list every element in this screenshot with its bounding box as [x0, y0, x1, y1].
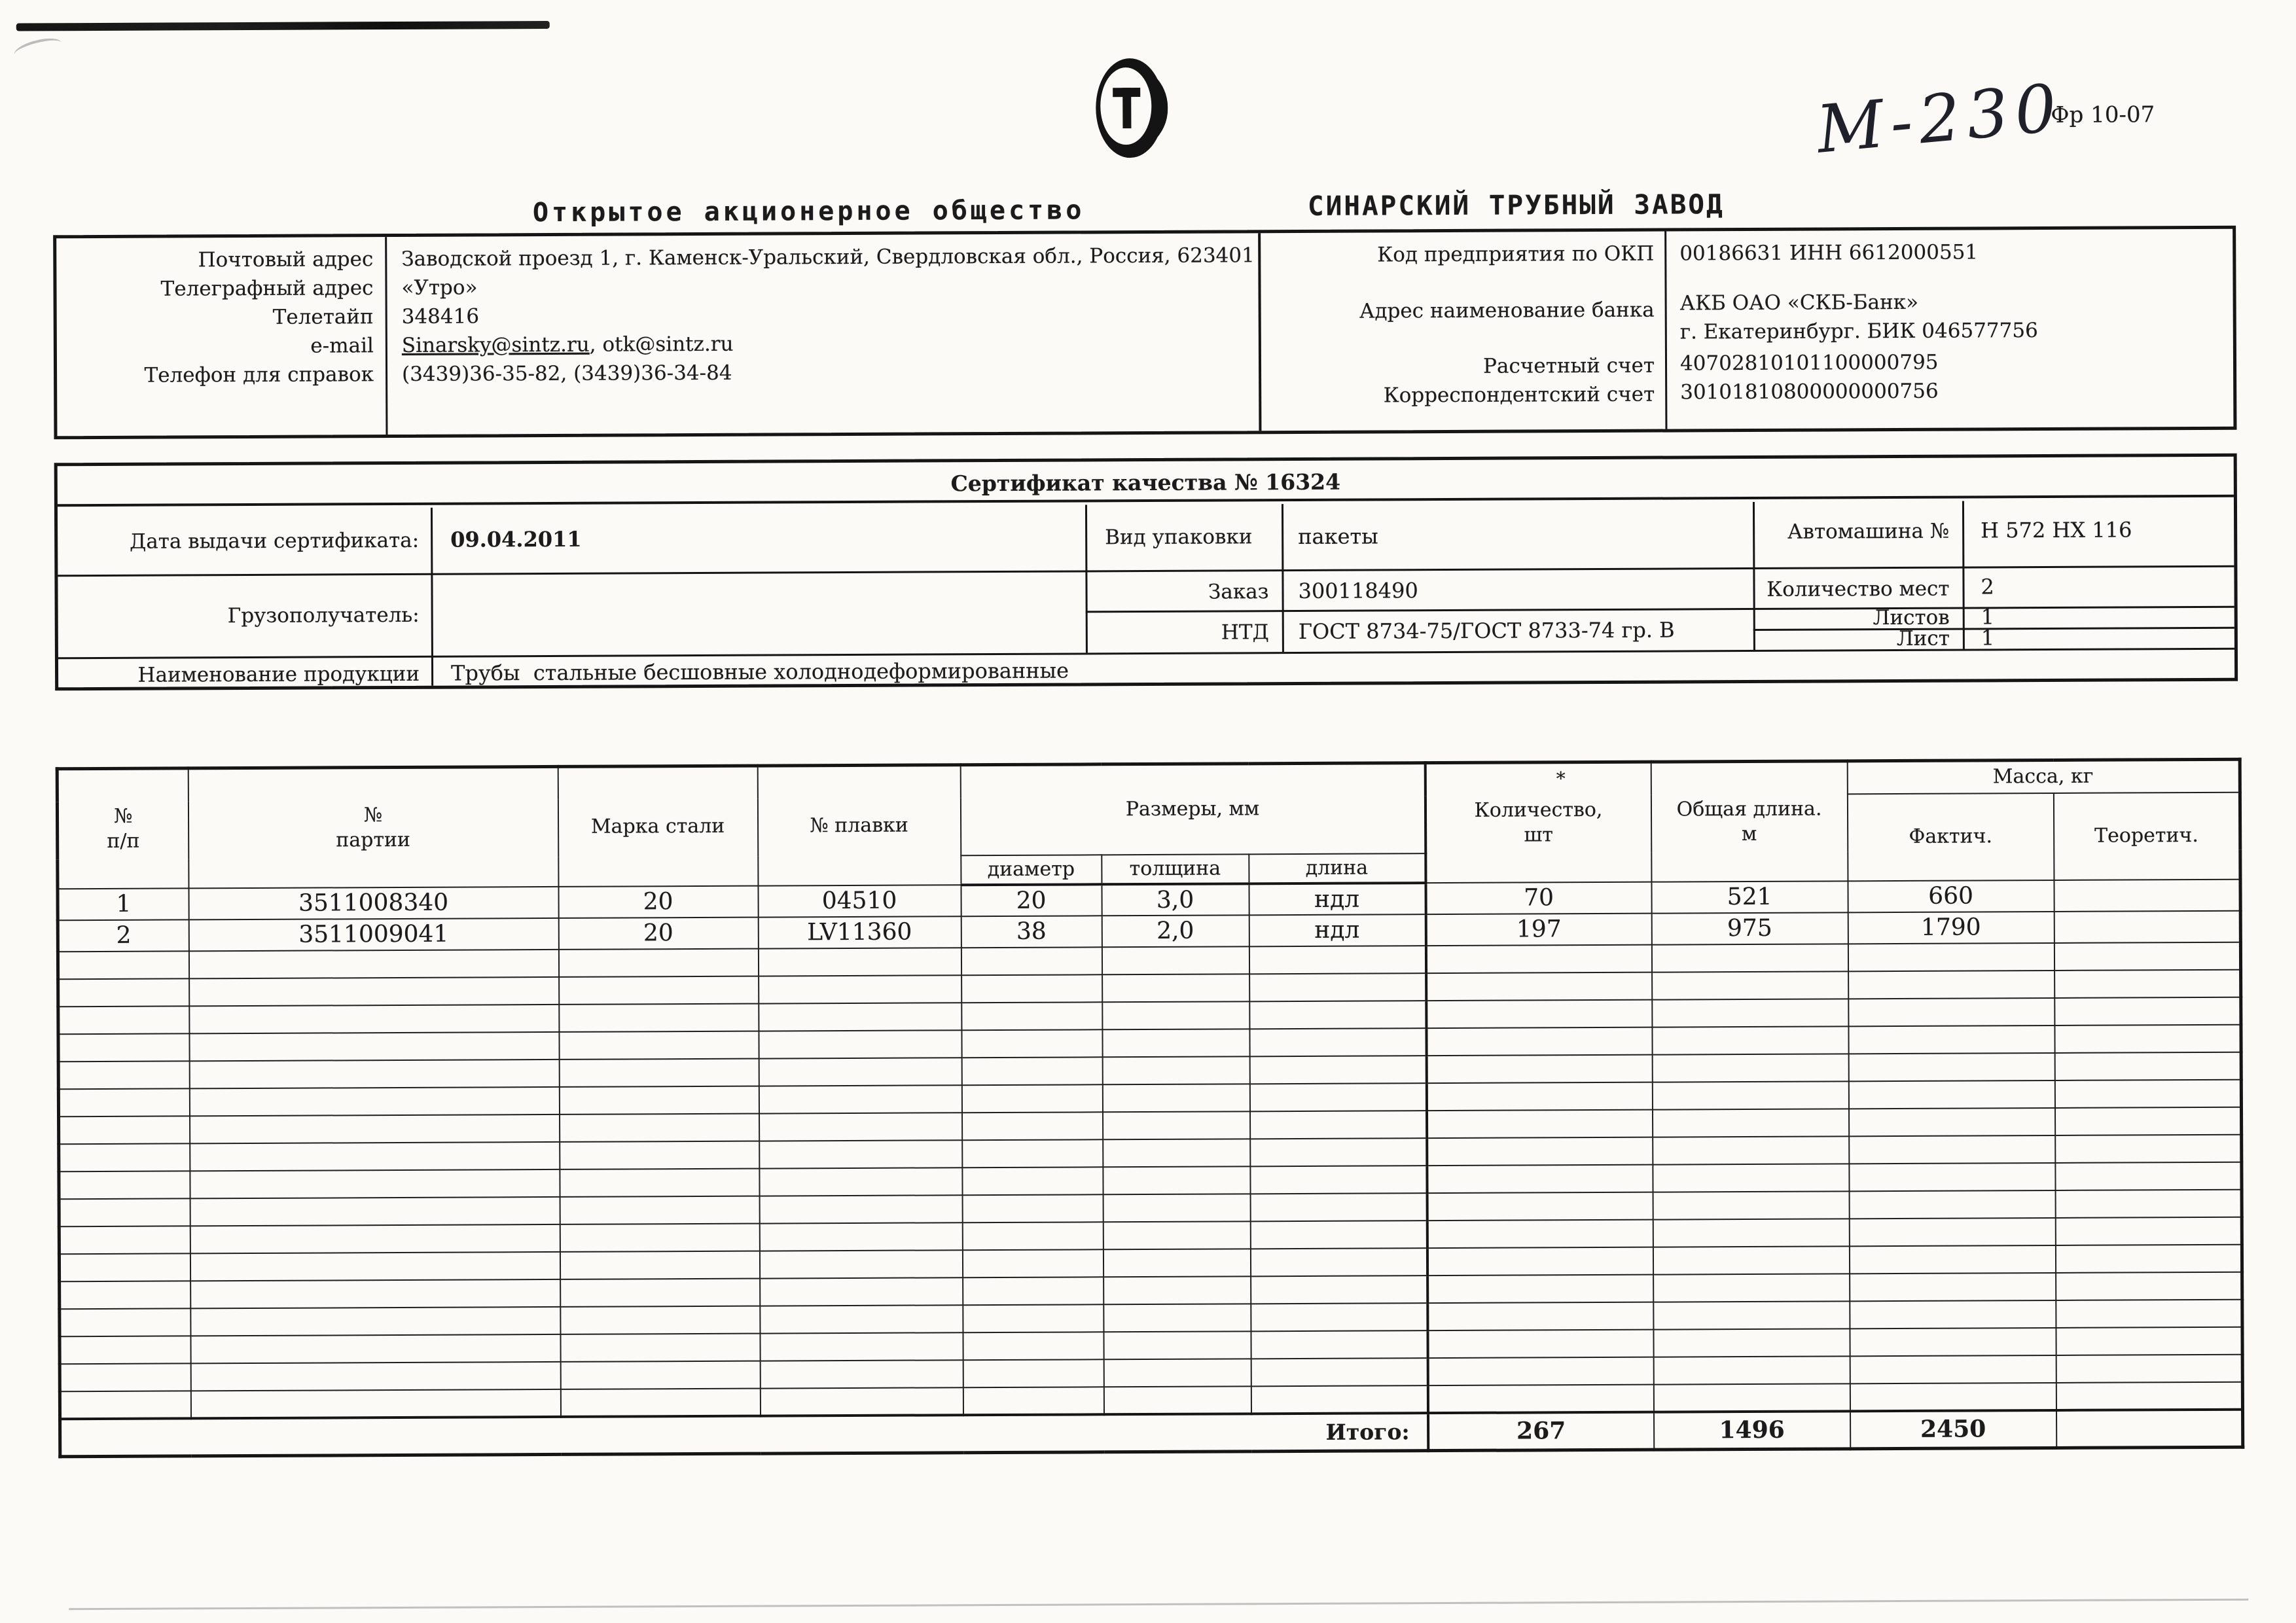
- table-cell: [189, 1031, 559, 1060]
- table-cell: [2054, 942, 2240, 970]
- table-cell: [1850, 1382, 2056, 1410]
- consignee-label: Грузополучатель:: [227, 603, 420, 628]
- table-cell: [1249, 1083, 1426, 1111]
- table-cell: [1653, 1136, 1849, 1164]
- table-cell: [560, 1196, 759, 1224]
- table-cell: [759, 975, 961, 1003]
- table-cell: [961, 1029, 1102, 1058]
- table-cell: [2055, 1107, 2242, 1135]
- table-cell: [962, 1222, 1103, 1250]
- sheet-value: 1: [1981, 625, 1995, 651]
- table-cell: [1850, 1272, 2056, 1300]
- table-cell: [190, 1251, 560, 1280]
- table-cell: [1652, 971, 1848, 999]
- col-header-diameter: диаметр: [961, 855, 1102, 885]
- table-cell: [1850, 1300, 2056, 1328]
- sheets-label: Листов: [1873, 605, 1950, 630]
- product-label: Наименование продукции: [137, 662, 420, 687]
- table-cell: 20: [961, 884, 1102, 916]
- table-cell: [1653, 1356, 1850, 1384]
- table-cell: [759, 1250, 962, 1278]
- table-cell: [58, 978, 189, 1007]
- table-cell: [1251, 1303, 1427, 1331]
- table-cell: [961, 974, 1102, 1003]
- certificate-info-block: [54, 454, 2238, 691]
- table-cell: [1249, 1028, 1426, 1056]
- bank-city-bik-value: г. Екатеринбург. БИК 046577756: [1679, 319, 2038, 344]
- table-cell: [190, 1141, 560, 1170]
- table-cell: [962, 1194, 1103, 1222]
- table-cell: [1427, 1247, 1653, 1275]
- contact-label: Почтовый адрес: [198, 247, 374, 272]
- table-cell: [1102, 1029, 1249, 1057]
- table-cell: [1653, 1274, 1850, 1302]
- table-cell: [59, 1171, 190, 1199]
- table-cell: [60, 1363, 190, 1391]
- grid-line: [58, 565, 2234, 577]
- table-cell: [758, 948, 961, 976]
- table-cell: [1653, 1383, 1850, 1412]
- order-value: 300118490: [1298, 578, 1418, 603]
- table-cell: [759, 1222, 962, 1251]
- table-cell: [1251, 1275, 1427, 1304]
- email-primary: Sinarsky@sintz.ru: [401, 332, 590, 357]
- table-cell: [560, 1223, 759, 1251]
- table-cell: [1102, 946, 1249, 974]
- table-cell: [759, 1003, 961, 1031]
- table-cell: 20: [558, 885, 758, 918]
- table-cell: [963, 1277, 1103, 1305]
- table-cell: [559, 1003, 759, 1031]
- email-line: [402, 327, 1259, 360]
- table-cell: [1427, 1192, 1653, 1221]
- table-cell: [2054, 1052, 2241, 1080]
- form-code: Фр 10-07: [2051, 101, 2155, 128]
- table-cell: [1251, 1358, 1427, 1386]
- col-header-mass-actual: Фактич.: [1847, 793, 2054, 880]
- table-cell: [2055, 1244, 2242, 1272]
- table-cell: [962, 1249, 1103, 1277]
- table-cell: 70: [1426, 882, 1651, 914]
- table-cell: [1427, 1219, 1653, 1248]
- totals-mass-theoretical: [2056, 1409, 2243, 1448]
- table-cell: 3511009041: [188, 918, 558, 950]
- table-cell: [1849, 1217, 2055, 1245]
- table-cell: [189, 976, 559, 1005]
- table-cell: [190, 1389, 560, 1418]
- table-cell: [60, 1308, 190, 1336]
- table-cell: [1103, 1304, 1251, 1332]
- bank-label-corr: Корреспондентский счет: [1383, 382, 1655, 408]
- table-cell: [760, 1332, 963, 1361]
- table-cell: [1427, 1357, 1653, 1385]
- table-cell: [760, 1387, 963, 1416]
- table-cell: [558, 948, 758, 976]
- table-cell: [1250, 1221, 1427, 1249]
- main-table-body: [57, 759, 2243, 1457]
- table-cell: 660: [1848, 880, 2054, 912]
- postal-address: Заводской проезд 1, г. Каменск-Уральский, Свердловская обл., Россия, 623401: [401, 243, 1255, 271]
- places-label: Количество мест: [1767, 577, 1950, 601]
- table-cell: [1652, 1054, 1848, 1082]
- contact-label: e-mail: [310, 334, 374, 358]
- table-cell: [560, 1306, 760, 1334]
- table-cell: 3511008340: [188, 886, 558, 919]
- table-cell: [1102, 974, 1249, 1002]
- sheets-value: 1: [1981, 604, 1995, 630]
- table-cell: [59, 1198, 190, 1226]
- table-cell: [1848, 970, 2054, 998]
- table-cell: [60, 1336, 190, 1364]
- table-cell: [1848, 1025, 2054, 1053]
- table-cell: [962, 1139, 1103, 1168]
- pipe-batches-table: [56, 758, 2245, 1459]
- table-cell: [1426, 999, 1652, 1028]
- table-cell: [559, 1058, 759, 1086]
- table-cell: [963, 1359, 1103, 1387]
- grid-line: [1282, 504, 1284, 652]
- table-cell: [559, 1086, 759, 1114]
- table-cell: 20: [558, 917, 758, 949]
- table-cell: [58, 951, 188, 979]
- table-cell: [1103, 1166, 1250, 1194]
- ntd-value: ГОСТ 8734-75/ГОСТ 8733-74 гр. В: [1298, 617, 1675, 644]
- table-cell: [1653, 1191, 1849, 1219]
- totals-label: Итого:: [60, 1413, 1428, 1457]
- table-cell: [963, 1332, 1103, 1360]
- table-cell: [190, 1306, 560, 1335]
- table-cell: 1: [58, 888, 188, 920]
- col-header-total-length: Общая длина. м: [1651, 761, 1848, 882]
- table-cell: [1653, 1329, 1850, 1357]
- okp-inn-value: 00186631 ИНН 6612000551: [1679, 240, 1979, 266]
- table-cell: 521: [1651, 881, 1848, 913]
- pencil-smudge-artifact: [12, 35, 63, 63]
- ntd-label: НТД: [1221, 620, 1269, 645]
- table-cell: [190, 1361, 560, 1390]
- account-value: 40702810101100000795: [1679, 350, 1939, 376]
- table-cell: [759, 1085, 961, 1113]
- table-cell: [190, 1114, 560, 1143]
- table-cell: [1427, 1164, 1653, 1193]
- bank-name-value: АКБ ОАО «СКБ-Банк»: [1679, 290, 1919, 315]
- contacts-bank-table: [53, 226, 2236, 440]
- table-cell: [1103, 1139, 1250, 1167]
- table-cell: [560, 1361, 760, 1389]
- table-cell: [962, 1167, 1103, 1195]
- table-cell: [189, 1004, 559, 1033]
- table-cell: [1103, 1276, 1251, 1304]
- table-cell: [190, 1169, 560, 1198]
- table-cell: [58, 1033, 189, 1061]
- table-cell: [962, 1112, 1103, 1140]
- table-cell: [1850, 1355, 2056, 1383]
- table-cell: 04510: [758, 885, 961, 917]
- table-cell: [963, 1304, 1103, 1332]
- totals-length: 1496: [1654, 1411, 1850, 1450]
- table-cell: ндл: [1249, 914, 1426, 946]
- table-cell: [2056, 1272, 2242, 1300]
- col-header-num: № п/п: [57, 768, 188, 889]
- table-cell: [1249, 1056, 1426, 1084]
- table-cell: [759, 1168, 962, 1196]
- contact-label: Телетайп: [272, 305, 374, 329]
- table-cell: 2: [58, 919, 188, 952]
- table-cell: [1426, 944, 1651, 973]
- table-cell: [1103, 1359, 1251, 1387]
- bank-label-okp: Код предприятия по ОКП: [1377, 241, 1655, 267]
- date-value: 09.04.2011: [450, 526, 582, 552]
- table-cell: [189, 1086, 559, 1115]
- col-header-quantity: * Количество, шт: [1425, 762, 1651, 883]
- table-cell: [560, 1113, 759, 1141]
- table-cell: [560, 1141, 759, 1169]
- table-cell: [759, 1113, 962, 1141]
- grid-line: [431, 508, 433, 686]
- table-cell: [2054, 910, 2240, 942]
- table-cell: LV11360: [758, 916, 961, 948]
- table-cell: 197: [1426, 913, 1651, 946]
- truck-label: Автомашина №: [1787, 519, 1950, 544]
- table-cell: [1848, 997, 2054, 1026]
- contact-values-column: [387, 233, 1261, 435]
- table-cell: [60, 1391, 190, 1419]
- scanner-bottom-line-artifact: [69, 1599, 2248, 1611]
- table-cell: [1849, 1135, 2055, 1163]
- col-header-heat-number: № плавки: [757, 765, 961, 885]
- table-cell: [560, 1333, 760, 1361]
- scanner-streak-artifact: [16, 21, 550, 31]
- grid-line: [1962, 501, 1965, 649]
- table-cell: [190, 1224, 560, 1253]
- table-cell: [963, 1387, 1103, 1415]
- table-cell: [1653, 1246, 1849, 1274]
- table-cell: [1102, 1084, 1249, 1112]
- table-cell: [759, 1195, 962, 1223]
- table-cell: [560, 1168, 759, 1196]
- bank-label-bank: Адрес наименование банка: [1359, 298, 1655, 323]
- phones: (3439)36-35-82, (3439)36-34-84: [401, 361, 732, 386]
- table-cell: [1427, 1329, 1653, 1358]
- table-cell: [2054, 1024, 2241, 1052]
- table-cell: [759, 1140, 962, 1168]
- table-cell: [1249, 973, 1426, 1001]
- sheet-label: Лист: [1896, 626, 1950, 651]
- table-cell: [59, 1253, 190, 1281]
- email-secondary: , otk@sintz.ru: [589, 332, 734, 357]
- table-cell: [1426, 972, 1652, 1001]
- col-header-length: длина: [1249, 853, 1426, 883]
- table-cell: [1103, 1194, 1250, 1222]
- bank-values-column: [1666, 229, 2233, 429]
- table-cell: [961, 1002, 1102, 1030]
- product-value: Трубы стальные бесшовные холоднодеформированные: [450, 658, 1069, 686]
- handwritten-mark: М-230: [1813, 69, 2067, 168]
- table-cell: [2056, 1354, 2242, 1382]
- bank-label-account: Расчетный счет: [1483, 353, 1655, 378]
- table-cell: [1653, 1164, 1849, 1192]
- table-cell: [1103, 1249, 1250, 1277]
- table-cell: [1848, 1080, 2054, 1108]
- table-cell: [1103, 1111, 1250, 1139]
- table-cell: [961, 947, 1102, 975]
- table-cell: 975: [1651, 912, 1848, 944]
- table-cell: [760, 1277, 963, 1306]
- table-cell: [58, 1088, 189, 1116]
- table-cell: [1848, 1052, 2054, 1080]
- org-type-title: Открытое акционерное общество: [532, 195, 1085, 228]
- col-header-party: № партии: [188, 766, 558, 887]
- table-cell: 1790: [1848, 911, 2054, 943]
- table-cell: [760, 1305, 963, 1333]
- table-cell: [1652, 999, 1848, 1027]
- table-cell: [1103, 1221, 1250, 1249]
- table-cell: [1427, 1109, 1653, 1138]
- table-cell: [1103, 1331, 1251, 1359]
- table-cell: [1848, 942, 2054, 971]
- table-cell: [60, 1281, 190, 1309]
- table-cell: [2054, 969, 2241, 997]
- table-cell: [1849, 1190, 2055, 1218]
- table-cell: [1249, 1111, 1426, 1139]
- table-cell: [1426, 1027, 1652, 1056]
- table-cell: [1849, 1162, 2055, 1190]
- asterisk-note: *: [1556, 768, 1566, 790]
- certificate-grid: [58, 500, 2234, 688]
- totals-quantity: 267: [1428, 1412, 1654, 1451]
- table-cell: [2056, 1299, 2242, 1327]
- table-cell: [1652, 1081, 1848, 1109]
- table-cell: ндл: [1249, 883, 1426, 915]
- bank-labels-column: [1261, 232, 1667, 431]
- table-cell: [560, 1278, 760, 1306]
- table-cell: [2056, 1382, 2242, 1410]
- col-header-mass-theoretical: Теоретич.: [2053, 792, 2240, 880]
- contact-label: Телефон для справок: [144, 363, 374, 387]
- totals-mass-actual: 2450: [1850, 1410, 2056, 1448]
- table-cell: [59, 1226, 190, 1254]
- table-cell: [1102, 1056, 1249, 1084]
- factory-logo: [1094, 56, 1168, 160]
- grid-line: [1086, 606, 2234, 613]
- table-cell: [1250, 1166, 1427, 1194]
- packing-value: пакеты: [1298, 524, 1378, 549]
- table-cell: 2,0: [1102, 915, 1249, 947]
- order-label: Заказ: [1208, 580, 1269, 604]
- table-cell: [189, 1059, 559, 1088]
- table-cell: [1653, 1301, 1850, 1329]
- telegraph-address: «Утро»: [401, 276, 478, 300]
- table-cell: 38: [961, 916, 1102, 948]
- col-header-thickness: толщина: [1102, 854, 1249, 884]
- table-cell: [1103, 1386, 1251, 1414]
- table-cell: [2054, 1079, 2241, 1107]
- table-cell: [1427, 1137, 1653, 1166]
- table-cell: [1249, 946, 1426, 974]
- table-cell: [59, 1143, 190, 1171]
- table-cell: [1653, 1219, 1849, 1247]
- table-cell: [1427, 1274, 1653, 1303]
- table-cell: [759, 1030, 961, 1058]
- table-cell: [1250, 1248, 1427, 1276]
- table-cell: [2055, 1162, 2242, 1190]
- table-cell: [559, 1031, 759, 1059]
- packing-label: Вид упаковки: [1105, 525, 1253, 550]
- col-header-sizes: Размеры, мм: [960, 763, 1426, 855]
- table-cell: [58, 1006, 189, 1034]
- table-cell: [1251, 1330, 1427, 1359]
- table-cell: [58, 1061, 189, 1089]
- table-cell: [760, 1360, 963, 1388]
- table-cell: [1427, 1302, 1653, 1330]
- contact-label: Телеграфный адрес: [160, 276, 374, 301]
- table-cell: [759, 1058, 961, 1086]
- col-header-mass: Масса, кг: [1847, 759, 2240, 794]
- table-cell: [1652, 1026, 1848, 1054]
- corr-account-value: 30101810800000000756: [1680, 379, 1939, 404]
- table-cell: [1653, 1109, 1849, 1137]
- places-value: 2: [1981, 574, 1994, 599]
- table-cell: [2055, 1189, 2242, 1217]
- table-cell: [1249, 1001, 1426, 1029]
- table-cell: [961, 1084, 1102, 1113]
- col-header-steel-grade: Марка стали: [558, 766, 758, 886]
- table-cell: [1250, 1138, 1427, 1166]
- table-cell: [190, 1334, 560, 1363]
- table-cell: [1850, 1327, 2056, 1355]
- table-cell: [560, 1251, 759, 1279]
- table-cell: [1426, 1082, 1652, 1111]
- table-cell: 3,0: [1102, 883, 1249, 916]
- table-cell: [59, 1116, 190, 1144]
- table-cell: [1102, 1001, 1249, 1029]
- date-label: Дата выдачи сертификата:: [129, 528, 420, 554]
- table-cell: [2056, 1327, 2242, 1355]
- truck-value: Н 572 НХ 116: [1981, 517, 2132, 543]
- table-cell: [2054, 879, 2240, 911]
- table-cell: [1426, 1054, 1652, 1083]
- table-cell: [560, 1388, 760, 1416]
- table-cell: [2055, 1217, 2242, 1245]
- table-cell: [2054, 997, 2241, 1025]
- table-cell: [1427, 1384, 1653, 1413]
- table-cell: [188, 949, 558, 978]
- table-cell: [1251, 1385, 1427, 1414]
- table-cell: [1250, 1193, 1427, 1221]
- table-cell: [961, 1057, 1102, 1085]
- table-cell: [1849, 1107, 2055, 1135]
- certificate-title: Сертификат качества № 16324: [58, 457, 2234, 507]
- table-cell: [190, 1196, 560, 1225]
- teletype-number: 348416: [401, 304, 480, 329]
- org-name-title: СИНАРСКИЙ ТРУБНЫЙ ЗАВОД: [1307, 188, 1725, 222]
- table-cell: [1849, 1245, 2055, 1273]
- table-cell: [2055, 1134, 2242, 1162]
- contact-labels-column: [56, 237, 387, 436]
- table-cell: [1651, 944, 1848, 972]
- table-cell: [559, 976, 759, 1004]
- table-cell: [190, 1279, 560, 1308]
